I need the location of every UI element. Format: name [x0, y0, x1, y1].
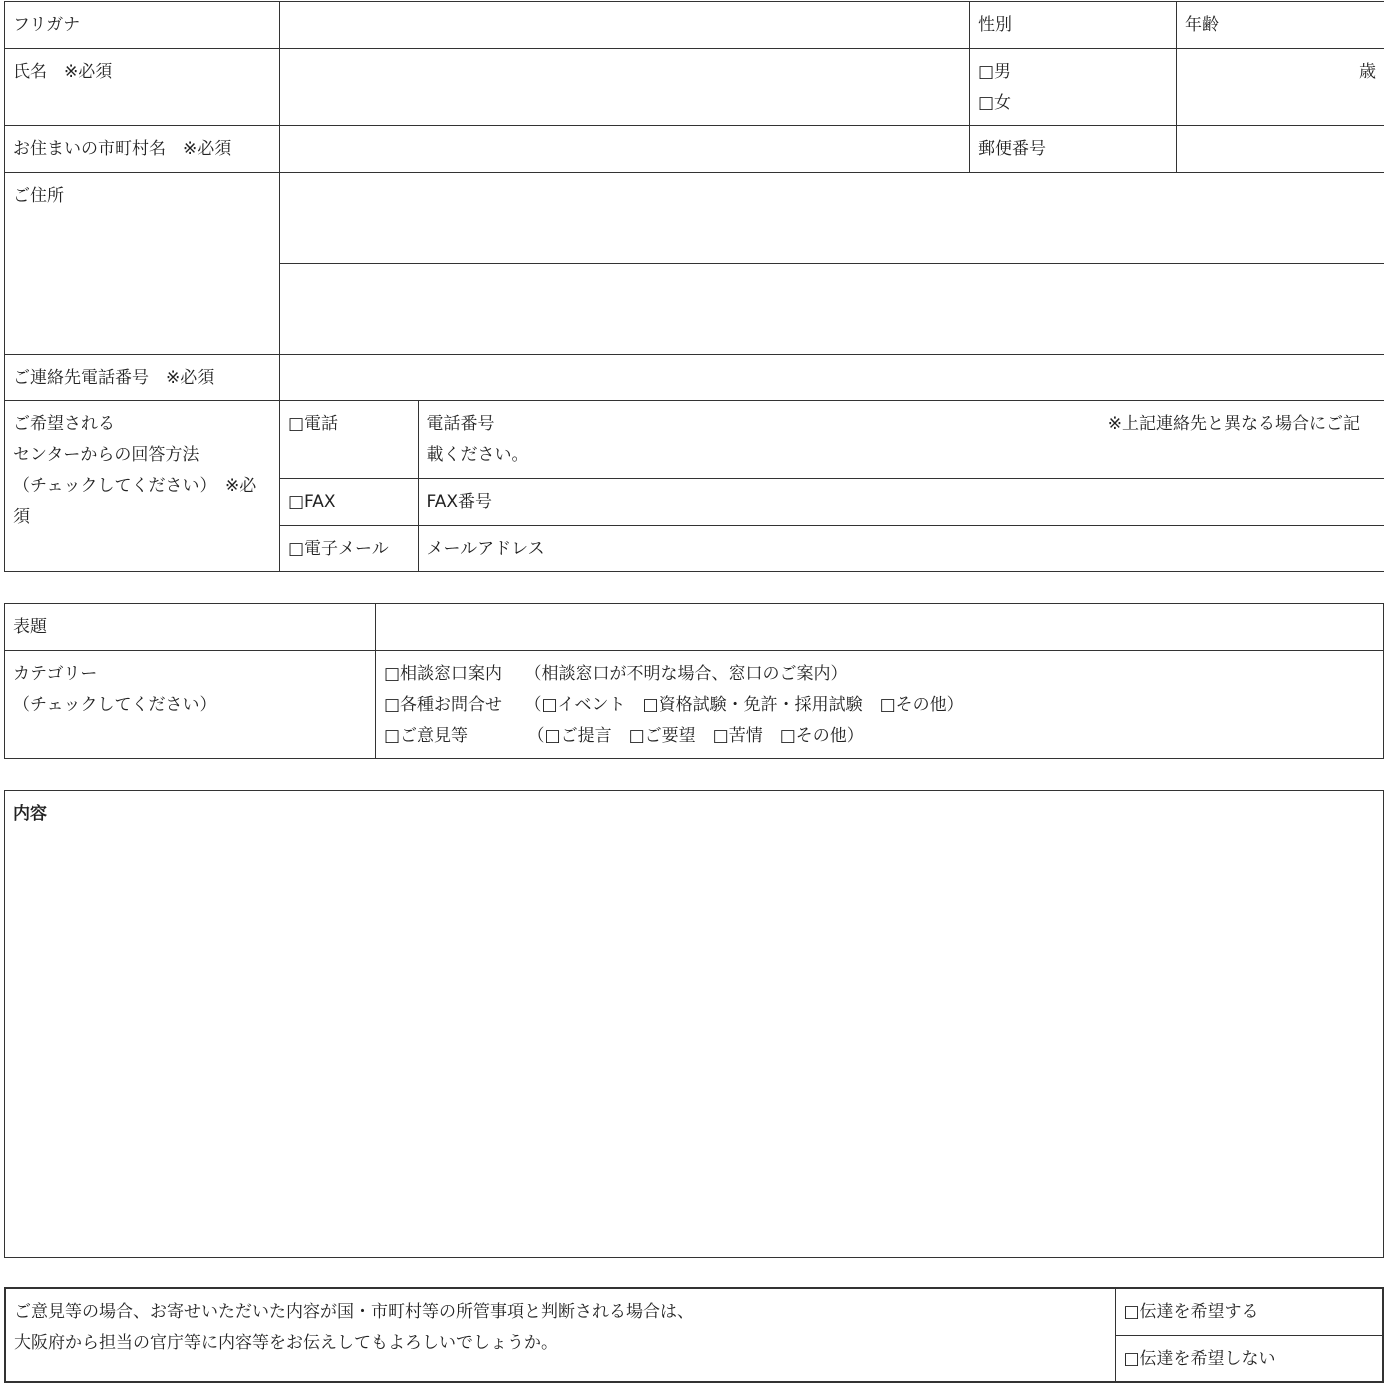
reply-phone-note: ※上記連絡先と異なる場合にご記	[1107, 414, 1360, 434]
category-label-cell	[5, 651, 376, 759]
reply-email-field[interactable]	[418, 525, 1384, 571]
age-input[interactable]	[1177, 49, 1384, 126]
title-input[interactable]	[376, 604, 1384, 651]
furigana-input[interactable]	[280, 2, 970, 49]
furigana-label: フリガナ	[5, 2, 280, 49]
phone-label: ご連絡先電話番号 ※必須	[5, 355, 280, 401]
reply-phone-field[interactable]	[418, 401, 1384, 478]
reply-fax-field[interactable]	[418, 478, 1384, 525]
reply-email-checkbox[interactable]: □電子メール	[280, 525, 418, 571]
age-label: 年齢	[1177, 2, 1384, 49]
gender-options	[970, 49, 1177, 126]
reply-phone-note-cont: 載ください。	[426, 445, 529, 465]
content-area[interactable]	[5, 791, 1384, 1258]
category-label: カテゴリー	[13, 664, 98, 684]
content-table	[4, 790, 1384, 1258]
content-label: 内容	[13, 804, 47, 824]
reply-phone-checkbox[interactable]: □電話	[280, 401, 418, 478]
category-inquiry-checkbox[interactable]: □各種お問合せ （□イベント □資格試験・免許・採用試験 □その他）	[384, 695, 964, 715]
age-unit: 歳	[1359, 62, 1376, 82]
phone-input[interactable]	[280, 355, 1384, 401]
reply-email-field-label: メールアドレス	[426, 538, 545, 559]
address-input-line1[interactable]	[280, 173, 1384, 264]
personal-info-table	[4, 1, 1384, 572]
forward-yes-checkbox[interactable]: □伝達を希望する	[1115, 1288, 1383, 1335]
gender-female-checkbox[interactable]: □女	[978, 93, 1012, 113]
postal-label: 郵便番号	[970, 126, 1177, 173]
address-input-line2[interactable]	[280, 264, 1384, 355]
title-label: 表題	[5, 604, 376, 651]
name-label: 氏名 ※必須	[5, 49, 280, 126]
reply-label-line: （チェックしてください） ※必	[13, 476, 257, 496]
category-consult-checkbox[interactable]: □相談窓口案内 （相談窓口が不明な場合、窓口のご案内）	[384, 664, 848, 684]
postal-input[interactable]	[1177, 126, 1384, 173]
reply-label-line: ご希望される	[13, 414, 115, 434]
forwarding-note-line: 大阪府から担当の官庁等に内容等をお伝えしてもよろしいでしょうか。	[14, 1333, 558, 1353]
category-options	[376, 651, 1384, 759]
forwarding-table	[4, 1287, 1384, 1383]
category-hint: （チェックしてください）	[13, 695, 217, 715]
reply-phone-field-label: 電話番号	[426, 414, 495, 434]
reply-fax-checkbox[interactable]: □FAX	[280, 478, 418, 525]
gender-male-checkbox[interactable]: □男	[978, 62, 1012, 82]
forward-no-checkbox[interactable]: □伝達を希望しない	[1115, 1335, 1383, 1382]
reply-method-label	[5, 401, 280, 572]
forwarding-note	[5, 1288, 1115, 1382]
reply-label-line: センターからの回答方法	[13, 445, 200, 465]
reply-method-table	[280, 401, 1384, 571]
reply-method-options	[280, 401, 1384, 572]
forwarding-note-line: ご意見等の場合、お寄せいただいた内容が国・市町村等の所管事項と判断される場合は、	[14, 1302, 694, 1322]
city-input[interactable]	[280, 126, 970, 173]
name-input[interactable]	[280, 49, 970, 126]
category-opinion-checkbox[interactable]: □ご意見等 （□ご提言 □ご要望 □苦情 □その他）	[384, 726, 864, 746]
reply-label-line: 須	[13, 507, 30, 527]
gender-label: 性別	[970, 2, 1177, 49]
reply-fax-field-label: FAX番号	[426, 491, 492, 512]
subject-table	[4, 603, 1384, 759]
city-label: お住まいの市町村名 ※必須	[5, 126, 280, 173]
address-label: ご住所	[5, 173, 280, 355]
